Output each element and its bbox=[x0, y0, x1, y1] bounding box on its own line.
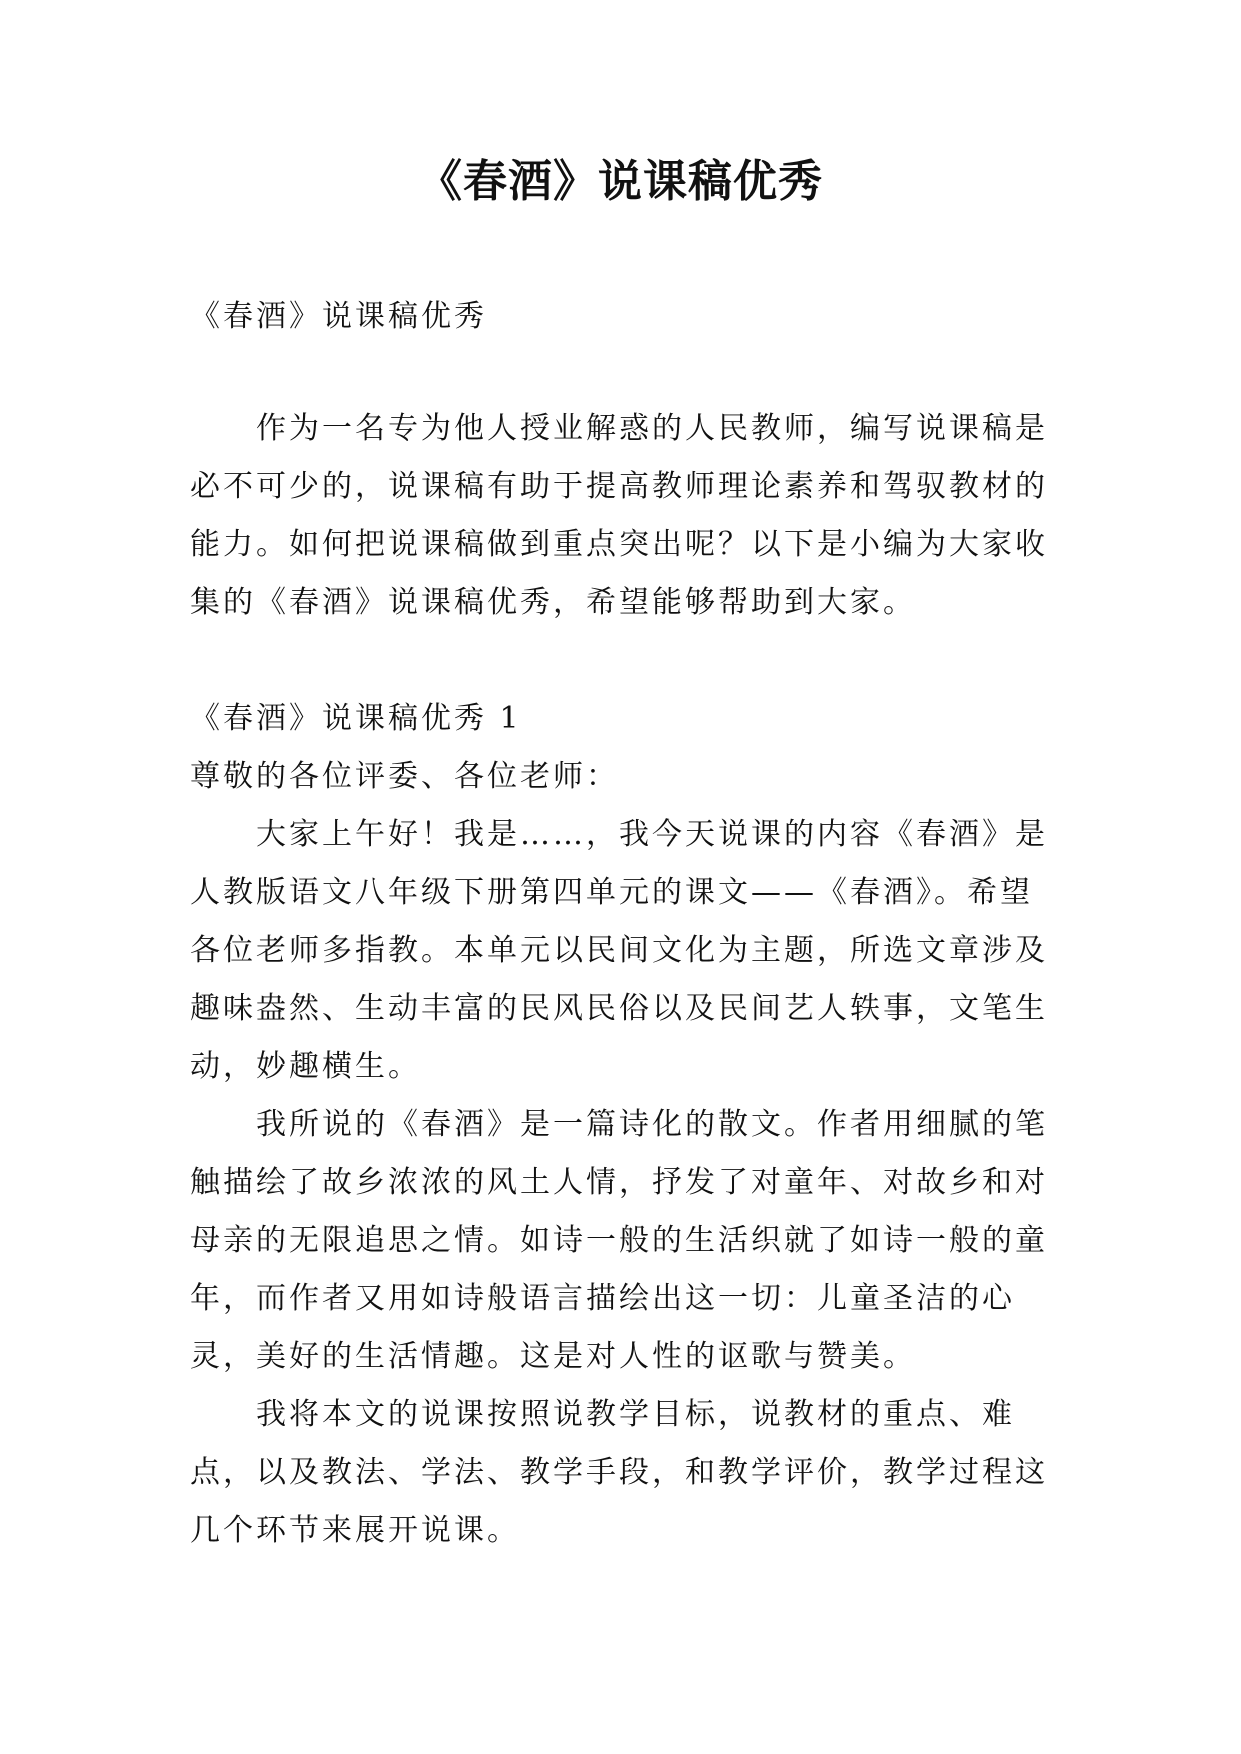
body-paragraph-1: 大家上午好！我是……，我今天说课的内容《春酒》是人教版语文八年级下册第四单元的课文——《春酒》。希望各位老师多指教。本单元以民间文化为主题，所选文章涉及趣味盎然、生动丰富的民风民俗以及民间艺人轶事，文笔生动，妙趣横生。 bbox=[190, 817, 1048, 1084]
document-title: 《春酒》说课稿优秀 bbox=[418, 156, 823, 207]
intro-section bbox=[190, 400, 1050, 632]
document-subtitle: 《春酒》说课稿优秀 bbox=[190, 299, 487, 334]
body-paragraph-3: 我将本文的说课按照说教学目标，说教材的重点、难点，以及教法、学法、教学手段，和教学评价，教学过程这几个环节来展开说课。 bbox=[190, 1397, 1048, 1548]
greeting-line: 尊敬的各位评委、各位老师： bbox=[190, 759, 619, 794]
intro-paragraph: 作为一名专为他人授业解惑的人民教师，编写说课稿是必不可少的，说课稿有助于提高教师理论素养和驾驭教材的能力。如何把说课稿做到重点突出呢？以下是小编为大家收集的《春酒》说课稿优秀，希望能够帮助到大家。 bbox=[190, 411, 1048, 620]
lesson-section-1 bbox=[190, 690, 1050, 1560]
body-paragraph-2: 我所说的《春酒》是一篇诗化的散文。作者用细腻的笔触描绘了故乡浓浓的风土人情，抒发了对童年、对故乡和对母亲的无限追思之情。如诗一般的生活织就了如诗一般的童年，而作者又用如诗般语言描绘出这一切：儿童圣洁的心灵，美好的生活情趣。这是对人性的讴歌与赞美。 bbox=[190, 1107, 1048, 1374]
section-heading: 《春酒》说课稿优秀 1 bbox=[190, 701, 522, 736]
